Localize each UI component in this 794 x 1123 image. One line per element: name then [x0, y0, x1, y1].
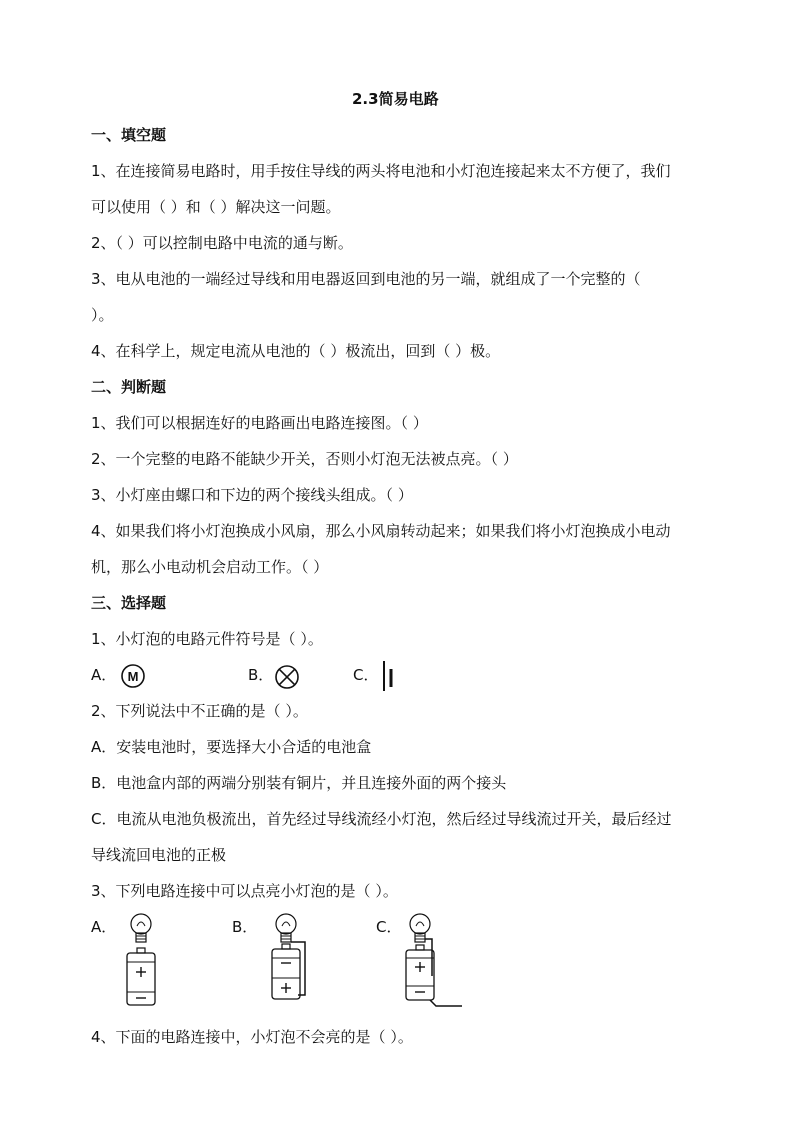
section-judge-heading: 二、判断题: [91, 378, 167, 396]
fill-q1-line2: 可以使用（ ）和（ ）解决这一问题。: [91, 198, 341, 216]
fill-q3-line1: 3、电从电池的一端经过导线和用电器返回到电池的另一端，就组成了一个完整的（: [91, 270, 641, 288]
choice-q3-option-c-label: C．: [376, 918, 402, 936]
fill-q2: 2、（ ）可以控制电路中电流的通与断。: [91, 234, 353, 252]
choice-q2-option-b: B．电池盒内部的两端分别装有铜片，并且连接外面的两个接头: [91, 774, 507, 792]
circuit-c-illustration: [400, 910, 470, 1010]
battery-symbol-icon: [380, 660, 396, 692]
section-fill-heading: 一、填空题: [91, 126, 167, 144]
choice-q2-option-c-line1: C．电流从电池负极流出，首先经过导线流经小灯泡，然后经过导线流过开关，最后经过: [91, 810, 672, 828]
choice-q1-option-c-label: C．: [353, 666, 379, 684]
choice-q3-option-a-label: A．: [91, 918, 117, 936]
fill-q3-line2: ）。: [91, 306, 114, 324]
choice-q3-option-b-label: B．: [232, 918, 258, 936]
circuit-a-illustration: [118, 910, 168, 1010]
choice-q2-option-c-line2: 导线流回电池的正极: [91, 846, 227, 864]
judge-q1: 1、我们可以根据连好的电路画出电路连接图。（ ）: [91, 414, 428, 432]
choice-q1-option-a-label: A．: [91, 666, 117, 684]
fill-q4: 4、在科学上，规定电流从电池的（ ）极流出，回到（ ）极。: [91, 342, 501, 360]
choice-q2-option-a: A．安装电池时，要选择大小合适的电池盒: [91, 738, 372, 756]
choice-q1: 1、小灯泡的电路元件符号是（ ）。: [91, 630, 323, 648]
circuit-b-illustration: [262, 910, 322, 1010]
lamp-symbol-icon: [274, 664, 300, 690]
section-choice-heading: 三、选择题: [91, 594, 167, 612]
fill-q1-line1: 1、在连接简易电路时，用手按住导线的两头将电池和小灯泡连接起来太不方便了，我们: [91, 162, 671, 180]
choice-q4: 4、下面的电路连接中，小灯泡不会亮的是（ ）。: [91, 1028, 413, 1046]
judge-q2: 2、一个完整的电路不能缺少开关，否则小灯泡无法被点亮。（ ）: [91, 450, 518, 468]
judge-q4-line1: 4、如果我们将小灯泡换成小风扇，那么小风扇转动起来；如果我们将小灯泡换成小电动: [91, 522, 671, 540]
judge-q3: 3、小灯座由螺口和下边的两个接线头组成。（ ）: [91, 486, 413, 504]
judge-q4-line2: 机，那么小电动机会启动工作。（ ）: [91, 558, 329, 576]
choice-q3: 3、下列电路连接中可以点亮小灯泡的是（ ）。: [91, 882, 398, 900]
motor-symbol-icon: [118, 664, 148, 688]
choice-q2: 2、下列说法中不正确的是（ ）。: [91, 702, 308, 720]
motor-symbol-letter: M: [127, 669, 139, 684]
page-title: 2.3简易电路: [352, 90, 439, 108]
choice-q1-option-b-label: B．: [248, 666, 274, 684]
